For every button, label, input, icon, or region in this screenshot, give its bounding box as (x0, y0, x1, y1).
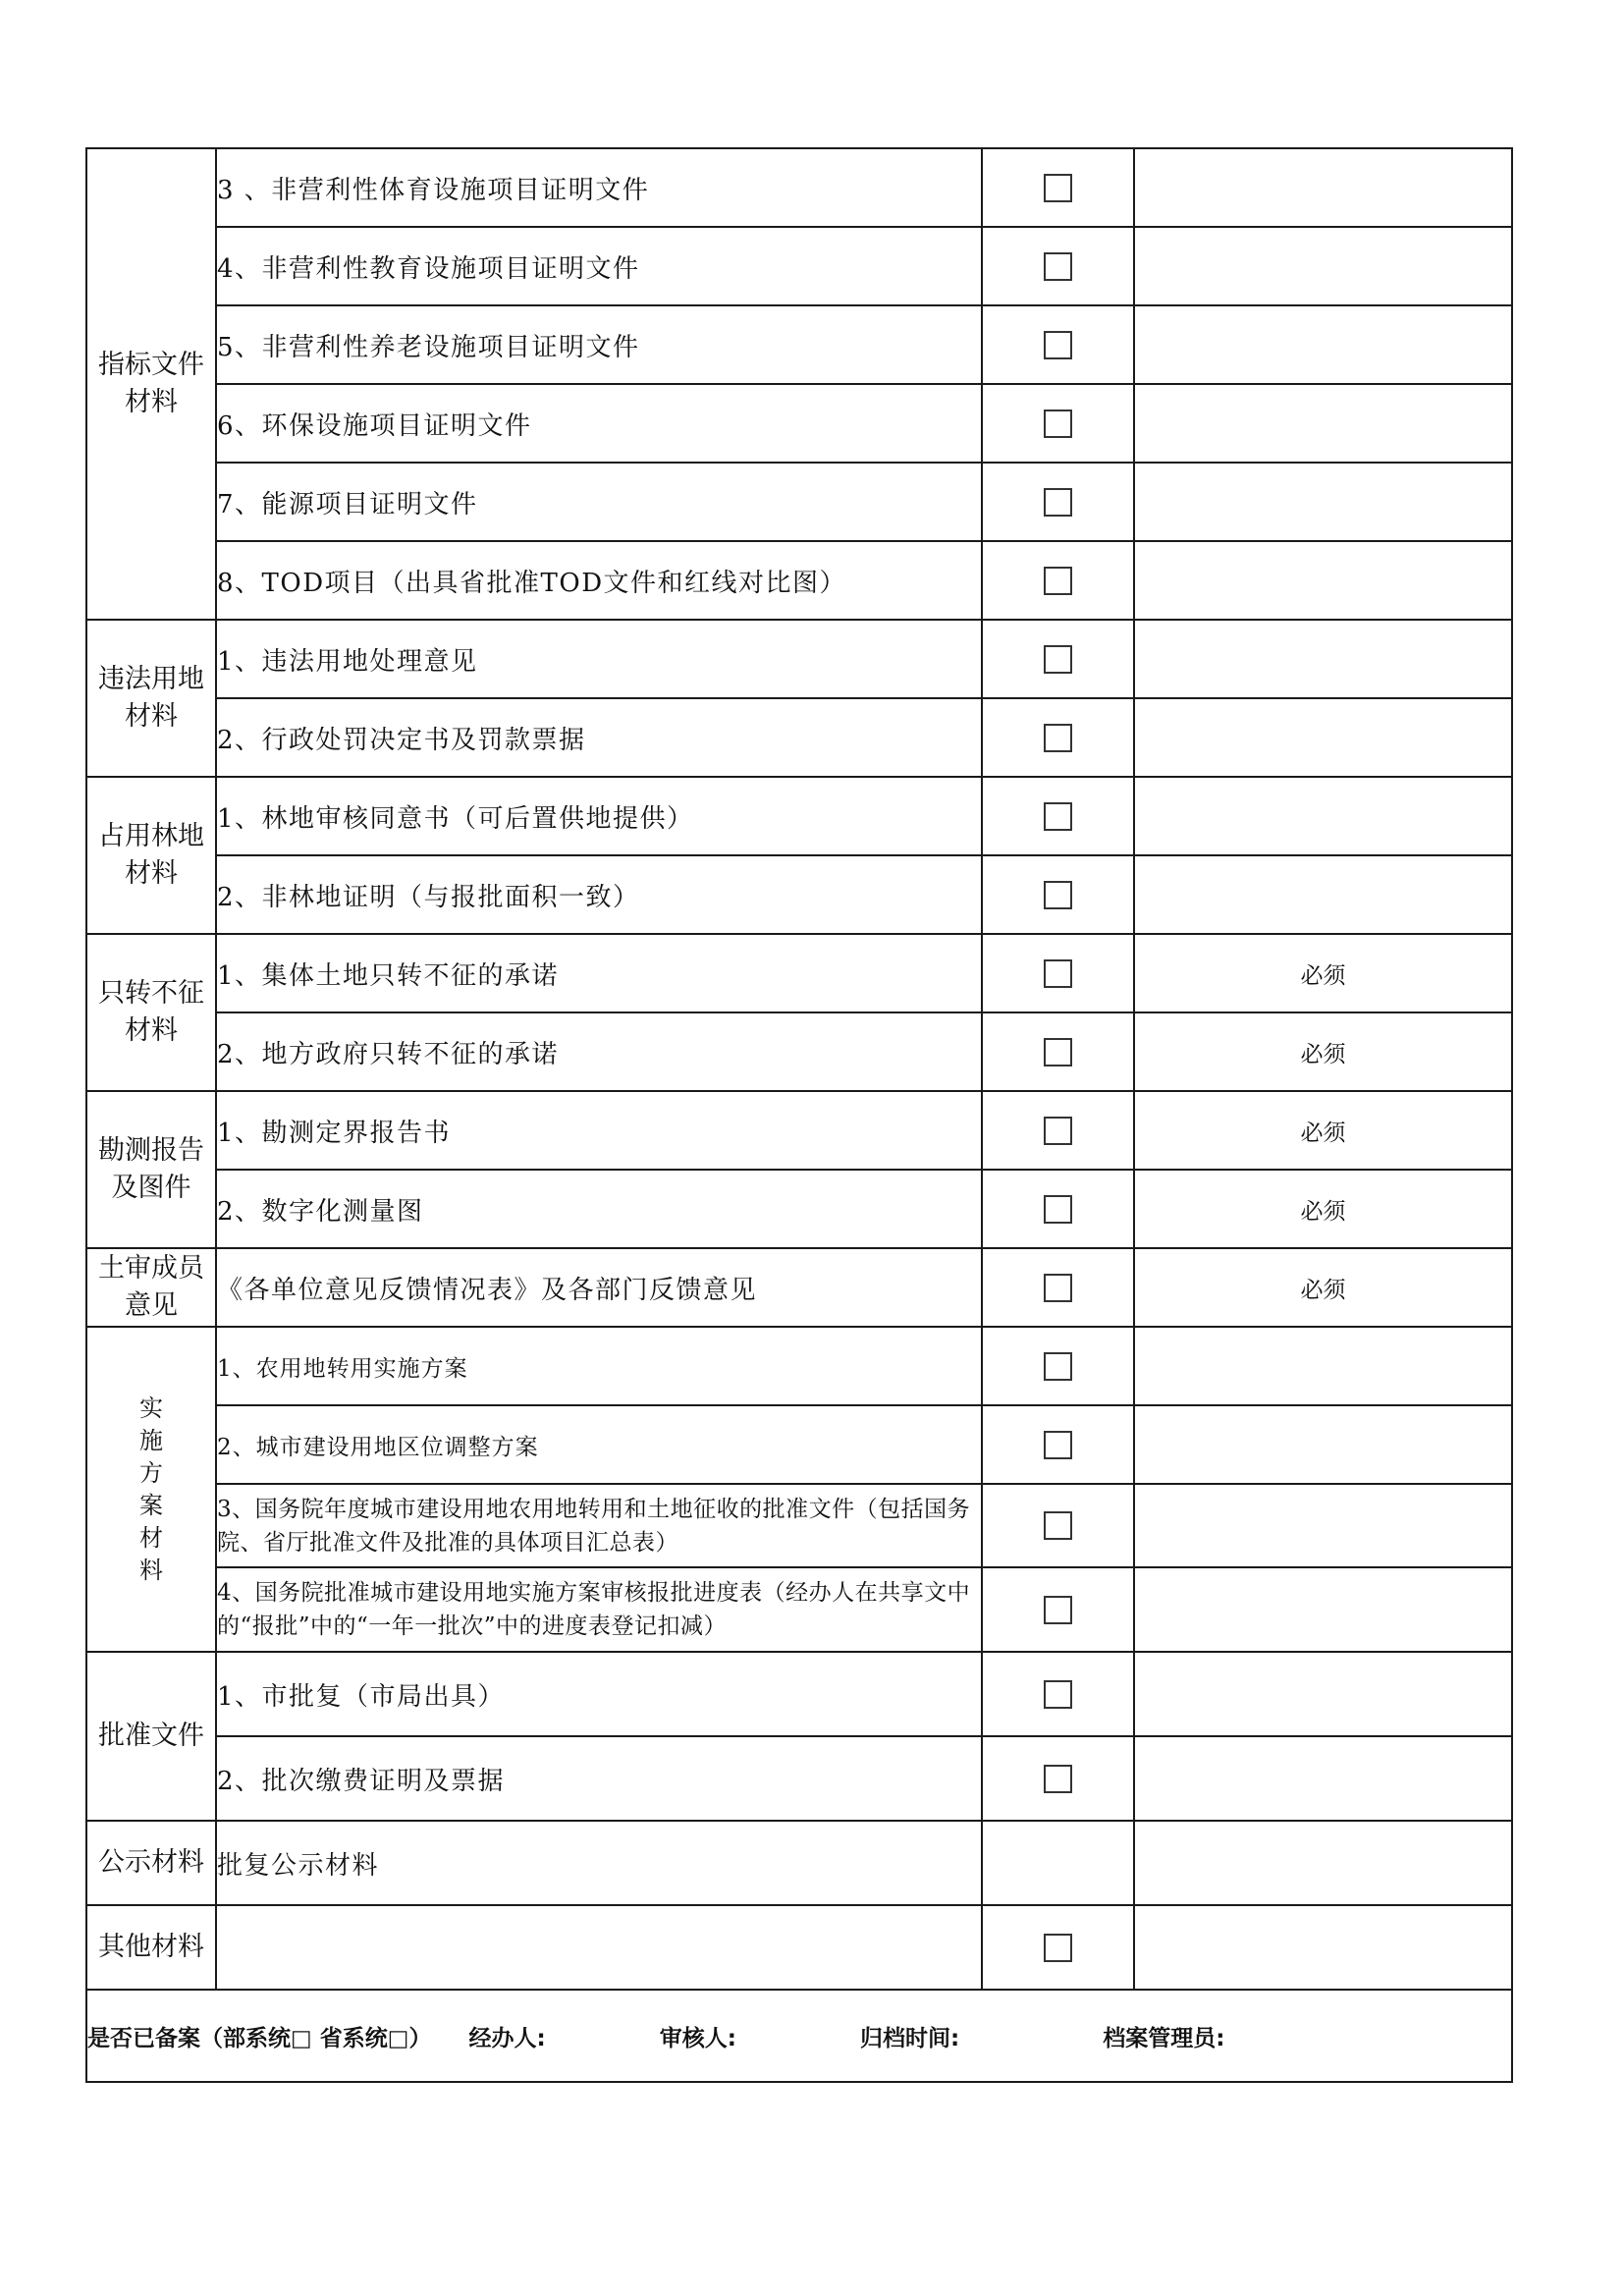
category-cell (86, 1905, 216, 1990)
checkbox-icon[interactable] (1044, 959, 1072, 988)
checkbox-cell[interactable] (982, 1091, 1134, 1170)
signoff-row (86, 1990, 1512, 2082)
item-label: 2、批次缴费证明及票据 (216, 1736, 982, 1821)
note-cell: 必须 (1134, 1170, 1512, 1248)
checkbox-icon[interactable] (1044, 645, 1072, 674)
category-label: 实 施 方 案 材 料 (139, 1394, 163, 1584)
item-label: 4、非营利性教育设施项目证明文件 (216, 227, 982, 305)
category-label: 只转不征 材料 (98, 978, 204, 1046)
checkbox-cell[interactable] (982, 1248, 1134, 1327)
note-cell (1134, 1405, 1512, 1484)
item-label: 1、林地审核同意书（可后置供地提供） (216, 777, 982, 855)
item-label: 7、能源项目证明文件 (216, 463, 982, 541)
checkbox-icon[interactable] (1044, 802, 1072, 831)
item-label: 1、集体土地只转不征的承诺 (216, 934, 982, 1012)
checkbox-icon[interactable] (1044, 1117, 1072, 1145)
note-cell (1134, 1821, 1512, 1905)
reviewer-label: 审核人: (659, 2025, 736, 2051)
category-cell (86, 1091, 216, 1248)
checkbox-icon[interactable] (1044, 1596, 1072, 1624)
item-label: 3 、非营利性体育设施项目证明文件 (216, 148, 982, 227)
checkbox-cell[interactable] (982, 1484, 1134, 1567)
category-label: 批准文件 (98, 1721, 204, 1751)
checkbox-icon[interactable] (1044, 1038, 1072, 1066)
item-label: 1、勘测定界报告书 (216, 1091, 982, 1170)
category-cell (86, 934, 216, 1091)
checkbox-icon[interactable] (1044, 567, 1072, 595)
materials-checklist-table (85, 147, 1513, 2083)
category-label: 其他材料 (98, 1932, 204, 1962)
checkbox-cell[interactable] (982, 1567, 1134, 1652)
checkbox-cell[interactable] (982, 1327, 1134, 1405)
note-cell (1134, 541, 1512, 620)
category-label: 公示材料 (98, 1847, 204, 1878)
checkbox-cell[interactable] (982, 541, 1134, 620)
note-cell: 必须 (1134, 1248, 1512, 1327)
note-cell (1134, 777, 1512, 855)
checkbox-cell[interactable] (982, 777, 1134, 855)
category-label: 违法用地 材料 (98, 664, 204, 732)
checkbox-cell[interactable] (982, 148, 1134, 227)
item-label: 2、非林地证明（与报批面积一致） (216, 855, 982, 934)
category-cell (86, 777, 216, 934)
item-label: 5、非营利性养老设施项目证明文件 (216, 305, 982, 384)
checkbox-cell[interactable] (982, 463, 1134, 541)
note-cell (1134, 620, 1512, 698)
item-label: 3、国务院年度城市建设用地农用地转用和土地征收的批准文件（包括国务院、省厅批准文件及批准的具体项目汇总表） (216, 1484, 982, 1567)
item-label: 2、数字化测量图 (216, 1170, 982, 1248)
note-cell (1134, 1484, 1512, 1567)
category-label: 占用林地 材料 (98, 821, 204, 889)
note-cell (1134, 463, 1512, 541)
checkbox-cell[interactable] (982, 855, 1134, 934)
empty-check-cell (982, 1821, 1134, 1905)
item-label: 1、市批复（市局出具） (216, 1652, 982, 1736)
checkbox-cell[interactable] (982, 1170, 1134, 1248)
note-cell (1134, 855, 1512, 934)
note-cell (1134, 1567, 1512, 1652)
category-cell (86, 620, 216, 777)
note-cell (1134, 698, 1512, 777)
checkbox-icon[interactable] (1044, 1511, 1072, 1540)
item-label: 2、地方政府只转不征的承诺 (216, 1012, 982, 1091)
category-cell (86, 1327, 216, 1652)
checkbox-icon[interactable] (1044, 1765, 1072, 1793)
checkbox-icon[interactable] (1044, 1680, 1072, 1709)
checkbox-icon[interactable] (1044, 488, 1072, 517)
item-label: 《各单位意见反馈情况表》及各部门反馈意见 (216, 1248, 982, 1327)
checkbox-icon[interactable] (1044, 1431, 1072, 1459)
note-cell (1134, 227, 1512, 305)
checkbox-cell[interactable] (982, 1405, 1134, 1484)
category-cell (86, 1821, 216, 1905)
checkbox-icon[interactable] (1044, 252, 1072, 281)
checkbox-icon[interactable] (1044, 1195, 1072, 1224)
item-label: 批复公示材料 (216, 1821, 982, 1905)
category-label: 土审成员 意见 (98, 1253, 204, 1321)
filing-status-label[interactable]: 是否已备案（部系统□ 省系统□） (87, 2025, 432, 2051)
archive-time-label: 归档时间: (859, 2025, 960, 2051)
checkbox-icon[interactable] (1044, 1934, 1072, 1962)
checkbox-icon[interactable] (1044, 174, 1072, 202)
item-label: 8、TOD项目（出具省批准TOD文件和红线对比图） (216, 541, 982, 620)
category-cell (86, 148, 216, 620)
note-cell (1134, 1905, 1512, 1990)
checkbox-icon[interactable] (1044, 1352, 1072, 1381)
category-cell (86, 1652, 216, 1821)
handler-label: 经办人: (468, 2025, 546, 2051)
item-label: 1、农用地转用实施方案 (216, 1327, 982, 1405)
checkbox-cell[interactable] (982, 620, 1134, 698)
note-cell: 必须 (1134, 1012, 1512, 1091)
note-cell (1134, 1736, 1512, 1821)
item-label: 4、国务院批准城市建设用地实施方案审核报批进度表（经办人在共享文中的“报批”中的“一年一批次”中的进度表登记扣减） (216, 1567, 982, 1652)
checkbox-cell[interactable] (982, 1012, 1134, 1091)
item-label: 1、违法用地处理意见 (216, 620, 982, 698)
category-label: 指标文件 材料 (98, 350, 204, 417)
note-cell: 必须 (1134, 1091, 1512, 1170)
checkbox-icon[interactable] (1044, 881, 1072, 909)
checkbox-cell[interactable] (982, 934, 1134, 1012)
checkbox-icon[interactable] (1044, 331, 1072, 359)
note-cell (1134, 384, 1512, 463)
checkbox-icon[interactable] (1044, 724, 1072, 752)
checkbox-cell[interactable] (982, 1652, 1134, 1736)
checkbox-cell[interactable] (982, 384, 1134, 463)
item-label: 2、行政处罚决定书及罚款票据 (216, 698, 982, 777)
note-cell (1134, 1652, 1512, 1736)
category-label: 勘测报告 及图件 (98, 1135, 204, 1203)
checkbox-cell[interactable] (982, 1905, 1134, 1990)
checkbox-cell[interactable] (982, 227, 1134, 305)
item-label[interactable] (216, 1905, 982, 1990)
checkbox-cell[interactable] (982, 305, 1134, 384)
item-label: 2、城市建设用地区位调整方案 (216, 1405, 982, 1484)
checkbox-cell[interactable] (982, 698, 1134, 777)
archivist-label: 档案管理员: (1103, 2025, 1225, 2051)
category-cell (86, 1248, 216, 1327)
checkbox-icon[interactable] (1044, 410, 1072, 438)
note-cell (1134, 305, 1512, 384)
item-label: 6、环保设施项目证明文件 (216, 384, 982, 463)
note-cell: 必须 (1134, 934, 1512, 1012)
note-cell (1134, 1327, 1512, 1405)
checkbox-cell[interactable] (982, 1736, 1134, 1821)
note-cell (1134, 148, 1512, 227)
checkbox-icon[interactable] (1044, 1274, 1072, 1302)
